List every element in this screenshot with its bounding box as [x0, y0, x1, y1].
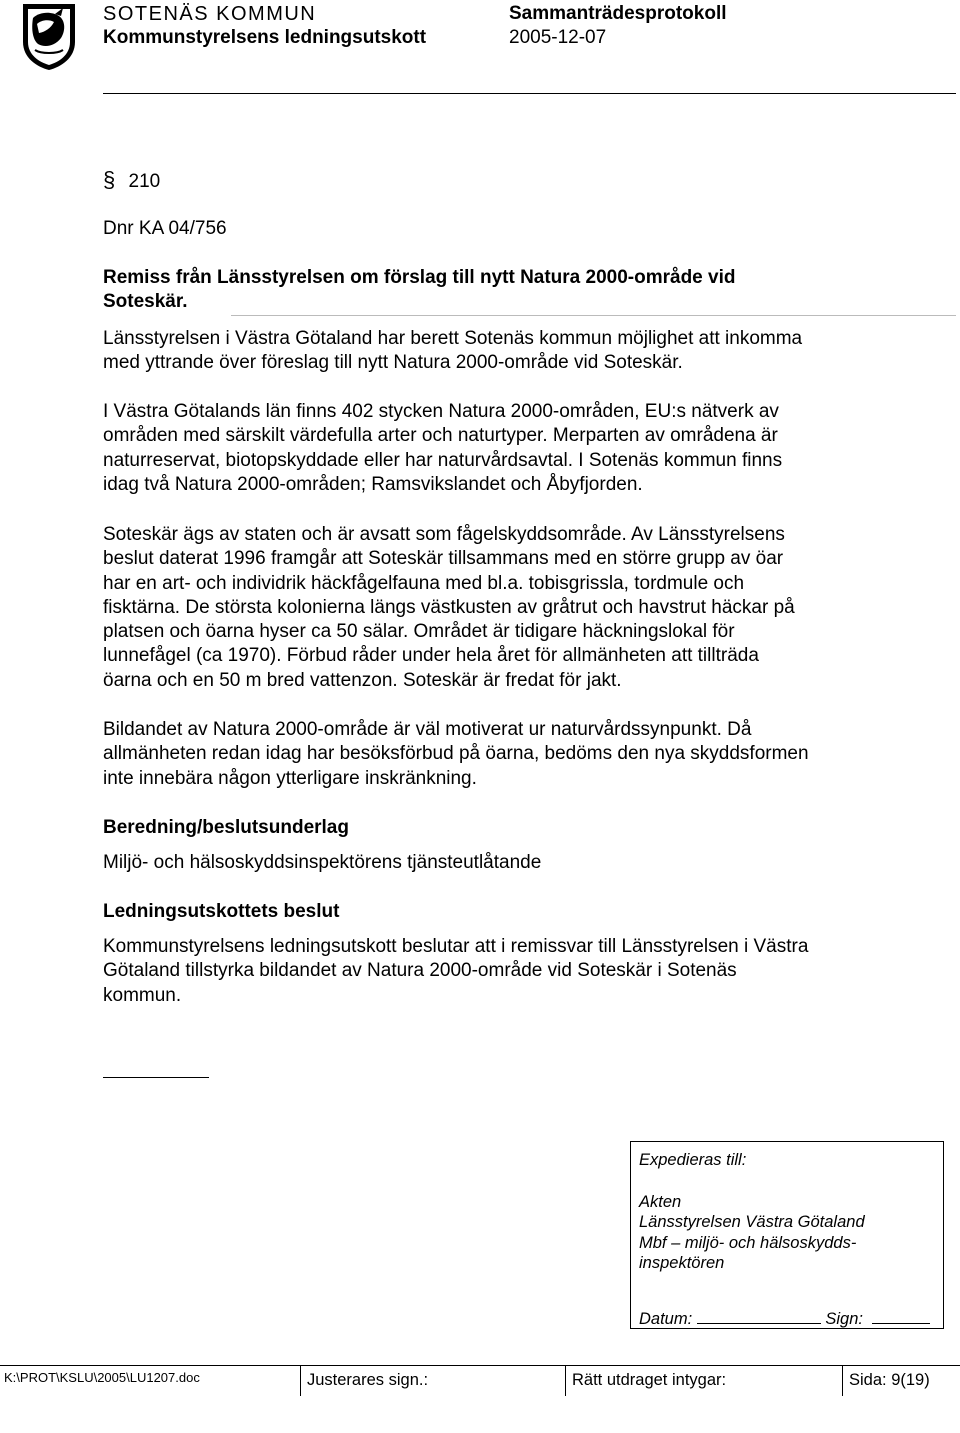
recipient: Akten: [639, 1192, 682, 1211]
beredning-text: Miljö- och hälsoskyddsinspektörens tjänsteutlåtande: [103, 852, 542, 873]
sign-line: [872, 1308, 930, 1324]
text-line: fisktärna. De största kolonierna längs västkusten av gråtrut och havstrut häckar på: [103, 596, 795, 618]
section-number-value: 210: [128, 171, 161, 192]
committee-name: Kommunstyrelsens ledningsutskott: [103, 27, 427, 48]
organization-name: SOTENÄS KOMMUN: [103, 3, 317, 25]
title-line: Soteskär.: [103, 291, 188, 313]
justeras-label: Justerares sign.:: [307, 1371, 429, 1389]
dnr-reference: Dnr KA 04/756: [103, 218, 227, 239]
footer-utdrag-cell: [565, 1366, 842, 1396]
end-of-section-line: [103, 1077, 209, 1078]
text-line: Götaland tillstyrka bildandet av Natura 2000-område vid Soteskär i Sotenäs: [103, 960, 737, 982]
text-line: lunnefågel (ca 1970). Förbud råder under hela året för allmänheten att tillträda: [103, 645, 759, 667]
recipient: Länsstyrelsen Västra Götaland: [639, 1213, 865, 1231]
paragraph-1: [103, 327, 903, 376]
meeting-date: 2005-12-07: [509, 27, 607, 48]
paragraph-3: [103, 523, 903, 693]
utdrag-label: Rätt utdraget intygar:: [572, 1371, 727, 1389]
text-line: öarna och en 50 m bred vattenzon. Soteskär är fredat för jakt.: [103, 669, 622, 691]
footer-page-cell: [842, 1366, 960, 1396]
heading-beslut: Ledningsutskottets beslut: [103, 901, 340, 922]
text-line: Länsstyrelsen i Västra Götaland har berett Sotenäs kommun möjlighet att inkomma: [103, 328, 803, 349]
footer-file-cell: [0, 1366, 300, 1396]
footer-justeras-cell: [300, 1366, 565, 1396]
text-line: platsen och öarna hyser ca 50 sälar. Området är tidigare häckningslokal för: [103, 621, 735, 643]
document-type: Sammanträdesprotokoll: [509, 3, 727, 24]
paragraph-2: [103, 400, 903, 497]
date-sign-row: [639, 1308, 943, 1330]
recipient: inspektören: [639, 1254, 725, 1272]
text-line: beslut daterat 1996 framgår att Soteskär tillsammans med en större grupp av öar: [103, 548, 784, 570]
text-line: I Västra Götalands län finns 402 stycken Natura 2000-områden, EU:s nätverk av: [103, 401, 779, 422]
section-title: [103, 266, 903, 315]
section-number: [103, 168, 903, 194]
heading-beredning: Beredning/beslutsunderlag: [103, 817, 349, 838]
header-divider: [103, 93, 956, 94]
title-line: Remiss från Länsstyrelsen om förslag till nytt Natura 2000-område vid: [103, 267, 736, 288]
paragraph-symbol: §: [103, 167, 116, 192]
text-line: med yttrande över föreslag till nytt Natura 2000-område vid Soteskär.: [103, 352, 683, 374]
distribution-title: Expedieras till:: [639, 1151, 747, 1169]
text-line: allmänheten redan idag har besöksförbud på öarna, bedöms den nya skyddsformen: [103, 743, 809, 765]
page-number: Sida: 9(19): [849, 1371, 930, 1389]
text-line: Soteskär ägs av staten och är avsatt som fågelskyddsområde. Av Länsstyrelsens: [103, 524, 785, 545]
footer: [0, 1365, 960, 1396]
beslut-text: [103, 935, 903, 1008]
text-line: naturreservat, biotopskyddade eller har naturvårdsavtal. I Sotenäs kommun finns: [103, 449, 783, 471]
text-line: Kommunstyrelsens ledningsutskott beslutar att i remissvar till Länsstyrelsen i Västra: [103, 936, 809, 957]
distribution-box: [630, 1141, 944, 1329]
text-line: Bildandet av Natura 2000-område är väl motiverat ur naturvårdssynpunkt. Då: [103, 719, 752, 740]
file-path: K:\PROT\KSLU\2005\LU1207.doc: [4, 1370, 200, 1385]
municipal-crest-icon: [21, 2, 77, 72]
text-line: inte innebära någon ytterligare inskränkning.: [103, 767, 477, 789]
date-line: [697, 1308, 821, 1324]
paragraph-4: [103, 718, 903, 791]
sign-label: Sign:: [825, 1309, 863, 1328]
text-line: områden med särskilt värdefulla arter och naturtyper. Merparten av områdena är: [103, 425, 778, 447]
text-line: kommun.: [103, 984, 182, 1006]
recipient: Mbf – miljö- och hälsoskydds-: [639, 1233, 857, 1252]
title-divider: [231, 315, 956, 316]
text-line: idag två Natura 2000-områden; Ramsvikslandet och Åbyfjorden.: [103, 473, 643, 495]
text-line: har en art- och individrik häckfågelfauna med bl.a. tobisgrissla, tordmule och: [103, 572, 745, 594]
date-label: Datum:: [639, 1309, 693, 1328]
